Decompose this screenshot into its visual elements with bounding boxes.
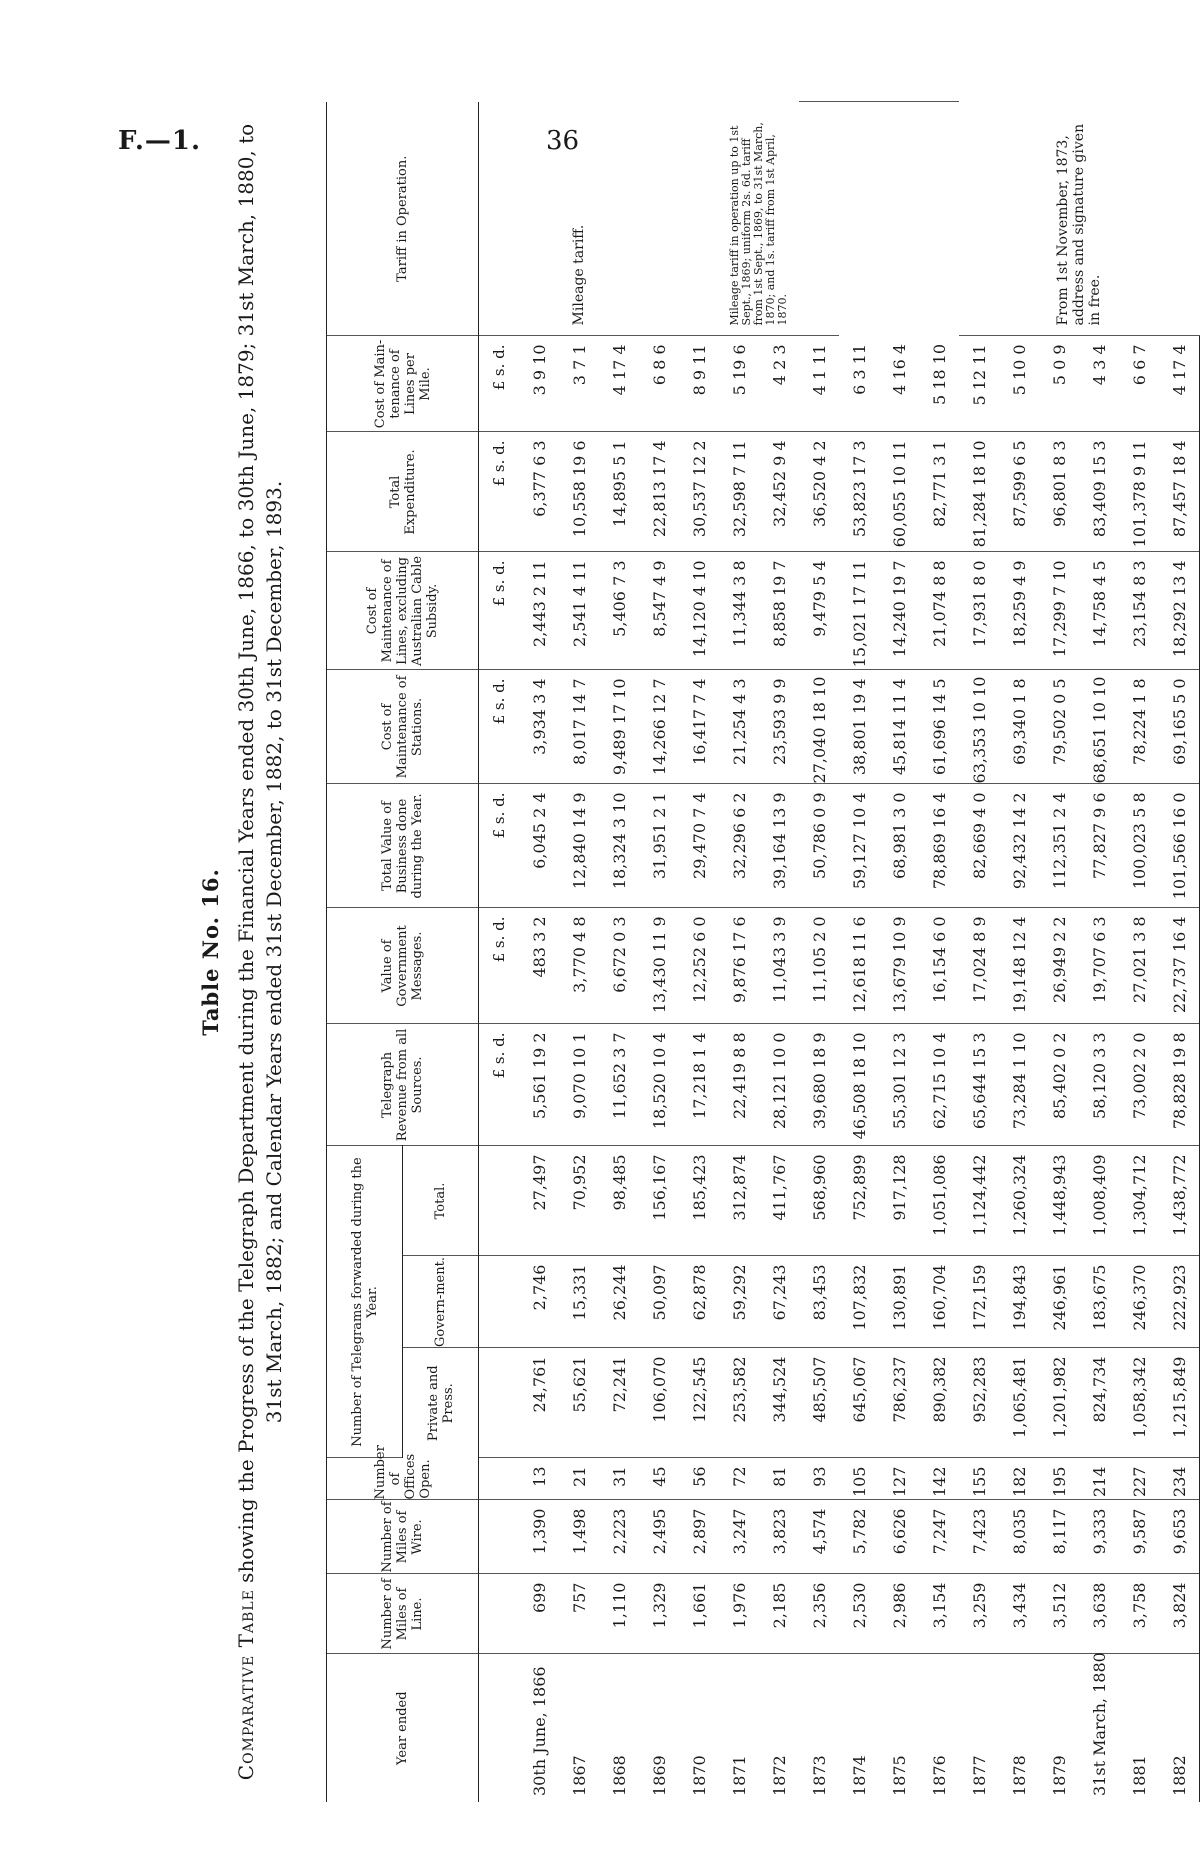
cell-government: 59,292	[719, 1256, 759, 1348]
cell-stations: 38,801 19 4	[839, 670, 879, 784]
cell-private: 72,241	[599, 1348, 639, 1458]
cell-business: 18,324 3 10	[599, 784, 639, 908]
cell-revenue: 55,301 12 3	[879, 1024, 919, 1146]
cell-private: 55,621	[559, 1348, 599, 1458]
cell-per-mile: 5 10 0	[999, 336, 1039, 432]
col-tariff: Tariff in Operation.	[327, 102, 479, 336]
cell-stations: 23,593 9 9	[759, 670, 799, 784]
table-row	[519, 102, 559, 1802]
cell-year: 1871	[729, 1755, 749, 1796]
page-number: 36	[546, 126, 580, 156]
cell-private: 122,545	[679, 1348, 719, 1458]
cell-total: 185,423	[679, 1146, 719, 1256]
table-row	[719, 102, 759, 1802]
cell-miles-wire: 2,495	[639, 1500, 679, 1574]
cell-revenue: 22,419 8 8	[719, 1024, 759, 1146]
cell-business: 77,827 9 6	[1079, 784, 1119, 908]
cell-revenue: 62,715 10 4	[919, 1024, 959, 1146]
unit-label: £ s. d.	[479, 784, 520, 908]
cell-total: 1,448,943	[1039, 1146, 1079, 1256]
cell-miles-line: 3,154	[919, 1574, 959, 1654]
cell-government: 83,453	[799, 1256, 839, 1348]
cell-offices: 21	[559, 1458, 599, 1500]
cell-lines: 14,758 4 5	[1079, 552, 1119, 670]
cell-gov-messages: 6,672 0 3	[599, 908, 639, 1024]
cell-miles-line: 1,976	[719, 1574, 759, 1654]
tariff-mileage: Mileage tariff.	[479, 102, 680, 336]
cell-private: 1,215,849	[1159, 1348, 1200, 1458]
cell-business: 31,951 2 1	[639, 784, 679, 908]
cell-lines: 11,344 3 8	[719, 552, 759, 670]
cell-year: 30th June, 1866	[529, 1666, 549, 1796]
cell-gov-messages: 17,024 8 9	[959, 908, 999, 1024]
cell-stations: 78,224 1 8	[1119, 670, 1159, 784]
cell-expenditure: 87,457 18 4	[1159, 432, 1200, 552]
cell-miles-wire: 3,823	[759, 1500, 799, 1574]
cell-stations: 69,340 1 8	[999, 670, 1039, 784]
cell-offices: 105	[839, 1458, 879, 1500]
cell-private: 890,382	[919, 1348, 959, 1458]
cell-expenditure: 82,771 3 1	[919, 432, 959, 552]
cell-government: 172,159	[959, 1256, 999, 1348]
cell-expenditure: 32,452 9 4	[759, 432, 799, 552]
cell-stations: 9,489 17 10	[599, 670, 639, 784]
cell-stations: 63,353 10 10	[959, 670, 999, 784]
col-stations: Cost of Maintenance of Stations.	[327, 670, 479, 784]
cell-revenue: 46,508 18 10	[839, 1024, 879, 1146]
col-miles-wire: Number of Miles of Wire.	[327, 1500, 479, 1574]
cell-private: 253,582	[719, 1348, 759, 1458]
cell-private: 786,237	[879, 1348, 919, 1458]
col-total: Total.	[403, 1146, 479, 1256]
table-row	[999, 102, 1039, 1802]
cell-revenue: 9,070 10 1	[559, 1024, 599, 1146]
cell-offices: 234	[1159, 1458, 1200, 1500]
caption-lead: Comparative Table	[234, 1589, 258, 1781]
cell-offices: 182	[999, 1458, 1039, 1500]
cell-per-mile: 5 12 11	[959, 336, 999, 432]
cell-miles-line: 3,758	[1119, 1574, 1159, 1654]
cell-total: 1,008,409	[1079, 1146, 1119, 1256]
cell-miles-line: 2,530	[839, 1574, 879, 1654]
cell-business: 92,432 14 2	[999, 784, 1039, 908]
cell-business: 32,296 6 2	[719, 784, 759, 908]
cell-miles-line: 3,434	[999, 1574, 1039, 1654]
cell-government: 160,704	[919, 1256, 959, 1348]
cell-government: 62,878	[679, 1256, 719, 1348]
cell-revenue: 58,120 3 3	[1079, 1024, 1119, 1146]
cell-lines: 5,406 7 3	[599, 552, 639, 670]
cell-gov-messages: 11,105 2 0	[799, 908, 839, 1024]
cell-business: 59,127 10 4	[839, 784, 879, 908]
cell-lines: 14,240 19 7	[879, 552, 919, 670]
cell-expenditure: 60,055 10 11	[879, 432, 919, 552]
cell-total: 568,960	[799, 1146, 839, 1256]
cell-total: 312,874	[719, 1146, 759, 1256]
cell-expenditure: 101,378 9 11	[1119, 432, 1159, 552]
col-offices: Number of Offices Open.	[327, 1458, 479, 1500]
cell-stations: 79,502 0 5	[1039, 670, 1079, 784]
table-row	[759, 102, 799, 1802]
cell-lines: 8,858 19 7	[759, 552, 799, 670]
cell-year: 1878	[1009, 1755, 1029, 1796]
cell-expenditure: 6,377 6 3	[519, 432, 559, 552]
cell-expenditure: 83,409 15 3	[1079, 432, 1119, 552]
cell-year: 1874	[849, 1755, 869, 1796]
cell-miles-wire: 3,247	[719, 1500, 759, 1574]
cell-private: 952,283	[959, 1348, 999, 1458]
caption-text: showing the Progress of the Telegraph Department during the Financial Years ended 30th June, 1866, to 30th June, 1879; 31st March, 1880, to 31st March, 1882; and Calendar Years ended 31st December, 1882, to 31st December, 1893.	[234, 123, 286, 1583]
cell-private: 344,524	[759, 1348, 799, 1458]
cell-miles-wire: 6,626	[879, 1500, 919, 1574]
cell-stations: 3,934 3 4	[519, 670, 559, 784]
cell-year: 1868	[609, 1755, 629, 1796]
table-row	[839, 102, 879, 1802]
cell-offices: 195	[1039, 1458, 1079, 1500]
table-row	[679, 102, 719, 1802]
cell-government: 15,331	[559, 1256, 599, 1348]
cell-expenditure: 81,284 18 10	[959, 432, 999, 552]
cell-total: 752,899	[839, 1146, 879, 1256]
cell-offices: 227	[1119, 1458, 1159, 1500]
cell-per-mile: 5 19 6	[719, 336, 759, 432]
table-row	[599, 102, 639, 1802]
col-private: Private and Press.	[403, 1348, 479, 1458]
cell-lines: 9,479 5 4	[799, 552, 839, 670]
cell-private: 645,067	[839, 1348, 879, 1458]
col-expenditure: Total Expenditure.	[327, 432, 479, 552]
col-government: Govern-ment.	[403, 1256, 479, 1348]
cell-miles-line: 3,638	[1079, 1574, 1119, 1654]
cell-lines: 23,154 8 3	[1119, 552, 1159, 670]
cell-government: 130,891	[879, 1256, 919, 1348]
table-number: Table No. 16.	[198, 868, 223, 1036]
cell-miles-line: 3,512	[1039, 1574, 1079, 1654]
cell-year: 1867	[569, 1755, 589, 1796]
cell-stations: 68,651 10 10	[1079, 670, 1119, 784]
cell-per-mile: 4 17 4	[599, 336, 639, 432]
cell-gov-messages: 19,148 12 4	[999, 908, 1039, 1024]
cell-year: 1870	[689, 1755, 709, 1796]
cell-miles-wire: 8,117	[1039, 1500, 1079, 1574]
cell-business: 112,351 2 4	[1039, 784, 1079, 908]
cell-per-mile: 4 16 4	[879, 336, 919, 432]
cell-business: 100,023 5 8	[1119, 784, 1159, 908]
cell-gov-messages: 12,618 11 6	[839, 908, 879, 1024]
cell-year: 1879	[1049, 1755, 1069, 1796]
cell-miles-line: 1,329	[639, 1574, 679, 1654]
cell-offices: 214	[1079, 1458, 1119, 1500]
cell-total: 1,124,442	[959, 1146, 999, 1256]
table-row	[879, 102, 919, 1802]
cell-gov-messages: 26,949 2 2	[1039, 908, 1079, 1024]
table-row	[1079, 102, 1119, 1802]
cell-per-mile: 8 9 11	[679, 336, 719, 432]
cell-total: 98,485	[599, 1146, 639, 1256]
cell-business: 6,045 2 4	[519, 784, 559, 908]
unit-label: £ s. d.	[479, 432, 520, 552]
cell-miles-wire: 2,897	[679, 1500, 719, 1574]
cell-business: 39,164 13 9	[759, 784, 799, 908]
cell-revenue: 85,402 0 2	[1039, 1024, 1079, 1146]
cell-year: 1876	[929, 1755, 949, 1796]
cell-offices: 81	[759, 1458, 799, 1500]
table-row	[559, 102, 599, 1802]
table-row	[919, 102, 959, 1802]
unit-label: £ s. d.	[479, 908, 520, 1024]
cell-total: 1,304,712	[1119, 1146, 1159, 1256]
cell-total: 27,497	[519, 1146, 559, 1256]
table-caption	[232, 102, 288, 1802]
cell-business: 12,840 14 9	[559, 784, 599, 908]
cell-expenditure: 10,558 19 6	[559, 432, 599, 552]
cell-offices: 31	[599, 1458, 639, 1500]
cell-revenue: 65,644 15 3	[959, 1024, 999, 1146]
cell-miles-wire: 9,653	[1159, 1500, 1200, 1574]
cell-private: 1,065,481	[999, 1348, 1039, 1458]
table-row	[1119, 102, 1159, 1802]
cell-expenditure: 96,801 8 3	[1039, 432, 1079, 552]
cell-total: 1,438,772	[1159, 1146, 1200, 1256]
cell-stations: 45,814 11 4	[879, 670, 919, 784]
cell-miles-wire: 2,223	[599, 1500, 639, 1574]
cell-revenue: 39,680 18 9	[799, 1024, 839, 1146]
cell-government: 222,923	[1159, 1256, 1200, 1348]
cell-lines: 18,259 4 9	[999, 552, 1039, 670]
table-row	[959, 102, 999, 1802]
cell-business: 50,786 0 9	[799, 784, 839, 908]
cell-government: 2,746	[519, 1256, 559, 1348]
cell-per-mile: 6 3 11	[839, 336, 879, 432]
cell-business: 101,566 16 0	[1159, 784, 1200, 908]
unit-label: £ s. d.	[479, 670, 520, 784]
cell-gov-messages: 9,876 17 6	[719, 908, 759, 1024]
cell-gov-messages: 19,707 6 3	[1079, 908, 1119, 1024]
cell-expenditure: 32,598 7 11	[719, 432, 759, 552]
cell-lines: 17,299 7 10	[1039, 552, 1079, 670]
cell-per-mile: 5 18 10	[919, 336, 959, 432]
col-year: Year ended	[327, 1654, 479, 1802]
cell-miles-wire: 9,333	[1079, 1500, 1119, 1574]
cell-private: 1,201,982	[1039, 1348, 1079, 1458]
cell-miles-line: 2,356	[799, 1574, 839, 1654]
cell-miles-line: 3,824	[1159, 1574, 1200, 1654]
cell-miles-wire: 7,423	[959, 1500, 999, 1574]
cell-stations: 8,017 14 7	[559, 670, 599, 784]
cell-per-mile: 4 1 11	[799, 336, 839, 432]
cell-total: 156,167	[639, 1146, 679, 1256]
cell-gov-messages: 13,430 11 9	[639, 908, 679, 1024]
cell-expenditure: 36,520 4 2	[799, 432, 839, 552]
cell-stations: 16,417 7 4	[679, 670, 719, 784]
cell-private: 485,507	[799, 1348, 839, 1458]
cell-gov-messages: 12,252 6 0	[679, 908, 719, 1024]
table-row	[799, 102, 839, 1802]
col-miles-line: Number of Miles of Line.	[327, 1574, 479, 1654]
cell-miles-wire: 8,035	[999, 1500, 1039, 1574]
cell-revenue: 5,561 19 2	[519, 1024, 559, 1146]
tariff-address: From 1st November, 1873, address and signature given in free.	[959, 102, 1200, 336]
cell-private: 24,761	[519, 1348, 559, 1458]
cell-per-mile: 4 3 4	[1079, 336, 1119, 432]
cell-lines: 21,074 8 8	[919, 552, 959, 670]
cell-year: 1872	[769, 1755, 789, 1796]
title-block	[196, 102, 326, 1802]
cell-gov-messages: 3,770 4 8	[559, 908, 599, 1024]
cell-lines: 15,021 17 11	[839, 552, 879, 670]
unit-label: £ s. d.	[479, 336, 520, 432]
cell-miles-wire: 1,390	[519, 1500, 559, 1574]
cell-total: 411,767	[759, 1146, 799, 1256]
cell-per-mile: 5 0 9	[1039, 336, 1079, 432]
cell-expenditure: 87,599 6 5	[999, 432, 1039, 552]
col-per-mile: Cost of Main-tenance of Lines per Mile.	[327, 336, 479, 432]
cell-lines: 18,292 13 4	[1159, 552, 1200, 670]
cell-business: 68,981 3 0	[879, 784, 919, 908]
cell-government: 183,675	[1079, 1256, 1119, 1348]
cell-government: 194,843	[999, 1256, 1039, 1348]
cell-government: 67,243	[759, 1256, 799, 1348]
cell-total: 1,051,086	[919, 1146, 959, 1256]
cell-lines: 8,547 4 9	[639, 552, 679, 670]
cell-offices: 13	[519, 1458, 559, 1500]
page-section-label: F.—1.	[118, 126, 202, 156]
cell-government: 246,961	[1039, 1256, 1079, 1348]
cell-year: 1882	[1159, 1654, 1200, 1802]
cell-revenue: 73,002 2 0	[1119, 1024, 1159, 1146]
cell-per-mile: 3 9 10	[519, 336, 559, 432]
cell-year: 1881	[1129, 1755, 1149, 1796]
cell-miles-wire: 9,587	[1119, 1500, 1159, 1574]
cell-year: 1869	[649, 1755, 669, 1796]
col-gov-messages: Value of Government Messages.	[327, 908, 479, 1024]
cell-per-mile: 6 6 7	[1119, 336, 1159, 432]
cell-revenue: 18,520 10 4	[639, 1024, 679, 1146]
cell-year: 1877	[969, 1755, 989, 1796]
cell-gov-messages: 27,021 3 8	[1119, 908, 1159, 1024]
cell-gov-messages: 11,043 3 9	[759, 908, 799, 1024]
cell-government: 50,097	[639, 1256, 679, 1348]
cell-government: 246,370	[1119, 1256, 1159, 1348]
cell-per-mile: 3 7 1	[559, 336, 599, 432]
cell-miles-line: 2,185	[759, 1574, 799, 1654]
cell-lines: 14,120 4 10	[679, 552, 719, 670]
rotated-table-page	[196, 102, 1189, 1802]
cell-gov-messages: 16,154 6 0	[919, 908, 959, 1024]
cell-per-mile: 4 2 3	[759, 336, 799, 432]
telegraph-progress-table	[326, 102, 1200, 1802]
cell-miles-line: 1,661	[679, 1574, 719, 1654]
cell-offices: 142	[919, 1458, 959, 1500]
cell-private: 824,734	[1079, 1348, 1119, 1458]
cell-business: 29,470 7 4	[679, 784, 719, 908]
cell-year: 31st March, 1880	[1089, 1652, 1109, 1796]
cell-expenditure: 53,823 17 3	[839, 432, 879, 552]
cell-offices: 45	[639, 1458, 679, 1500]
cell-miles-line: 757	[559, 1574, 599, 1654]
cell-private: 106,070	[639, 1348, 679, 1458]
cell-per-mile: 6 8 6	[639, 336, 679, 432]
cell-offices: 72	[719, 1458, 759, 1500]
cell-offices: 93	[799, 1458, 839, 1500]
cell-miles-wire: 1,498	[559, 1500, 599, 1574]
cell-miles-line: 2,986	[879, 1574, 919, 1654]
cell-business: 82,669 4 0	[959, 784, 999, 908]
cell-expenditure: 14,895 5 1	[599, 432, 639, 552]
cell-miles-wire: 4,574	[799, 1500, 839, 1574]
cell-miles-line: 699	[519, 1574, 559, 1654]
cell-total: 917,128	[879, 1146, 919, 1256]
cell-miles-line: 3,259	[959, 1574, 999, 1654]
cell-gov-messages: 483 3 2	[519, 908, 559, 1024]
cell-expenditure: 22,813 17 4	[639, 432, 679, 552]
cell-government: 107,832	[839, 1256, 879, 1348]
cell-lines: 2,541 4 11	[559, 552, 599, 670]
cell-private: 1,058,342	[1119, 1348, 1159, 1458]
cell-offices: 56	[679, 1458, 719, 1500]
cell-lines: 17,931 8 0	[959, 552, 999, 670]
table-row	[1159, 102, 1200, 1802]
cell-gov-messages: 22,737 16 4	[1159, 908, 1200, 1024]
col-lines: Cost of Maintenance of Lines, excluding Australian Cable Subsidy.	[327, 552, 479, 670]
table-row	[639, 102, 679, 1802]
cell-miles-wire: 5,782	[839, 1500, 879, 1574]
cell-total: 70,952	[559, 1146, 599, 1256]
cell-revenue: 17,218 1 4	[679, 1024, 719, 1146]
cell-offices: 155	[959, 1458, 999, 1500]
table-row	[1039, 102, 1079, 1802]
cell-year: 1873	[809, 1755, 829, 1796]
cell-government: 26,244	[599, 1256, 639, 1348]
unit-label: £ s. d.	[479, 1024, 520, 1146]
cell-revenue: 78,828 19 8	[1159, 1024, 1200, 1146]
col-business: Total Value of Business done during the Year.	[327, 784, 479, 908]
cell-miles-line: 1,110	[599, 1574, 639, 1654]
cell-expenditure: 30,537 12 2	[679, 432, 719, 552]
cell-year: 1875	[889, 1755, 909, 1796]
cell-stations: 61,696 14 5	[919, 670, 959, 784]
cell-lines: 2,443 2 11	[519, 552, 559, 670]
cell-stations: 14,266 12 7	[639, 670, 679, 784]
col-revenue: Telegraph Revenue from all Sources.	[327, 1024, 479, 1146]
cell-gov-messages: 13,679 10 9	[879, 908, 919, 1024]
cell-business: 78,869 16 4	[919, 784, 959, 908]
cell-stations: 27,040 18 10	[799, 670, 839, 784]
tariff-mixed: Mileage tariff in operation up to 1st Sept., 1869; uniform 2s. 6d. tariff from 1st Sept., 1869, to 31st March, 1870; and 1s. tariff from 1st April, 1870.	[679, 102, 839, 336]
cell-per-mile: 4 17 4	[1159, 336, 1200, 432]
col-telegrams-group: Number of Telegrams forwarded during the Year.	[327, 1146, 403, 1458]
unit-label: £ s. d.	[479, 552, 520, 670]
cell-revenue: 28,121 10 0	[759, 1024, 799, 1146]
cell-revenue: 73,284 1 10	[999, 1024, 1039, 1146]
cell-total: 1,260,324	[999, 1146, 1039, 1256]
cell-stations: 21,254 4 3	[719, 670, 759, 784]
cell-stations: 69,165 5 0	[1159, 670, 1200, 784]
cell-miles-wire: 7,247	[919, 1500, 959, 1574]
cell-offices: 127	[879, 1458, 919, 1500]
cell-revenue: 11,652 3 7	[599, 1024, 639, 1146]
